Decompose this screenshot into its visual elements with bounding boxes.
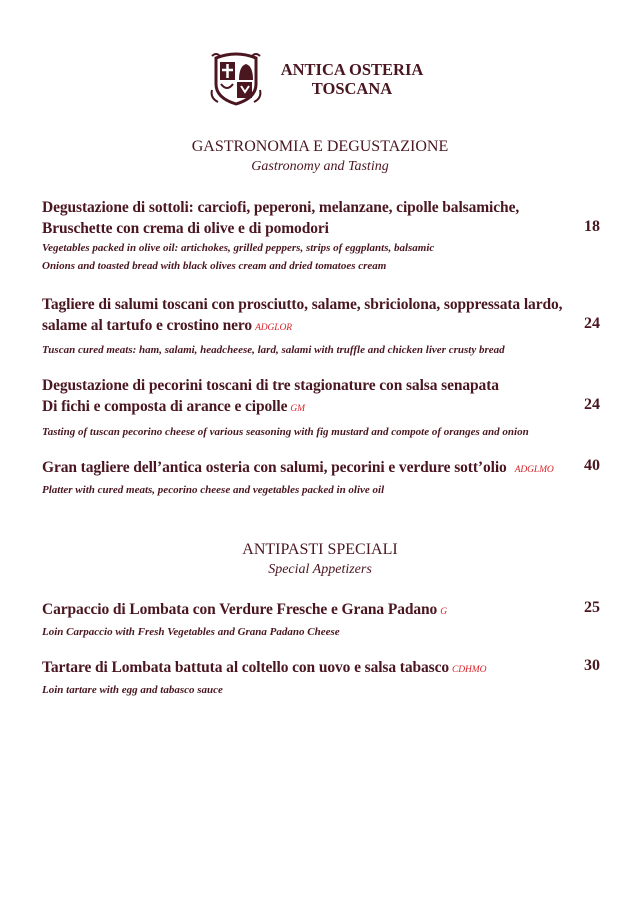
item-description: Onions and toasted bread with black olives cream and dried tomatoes cream bbox=[42, 260, 387, 272]
brand-line-2: TOSCANA bbox=[311, 79, 393, 98]
item-name: Gran tagliere dell’antica osteria con salumi, pecorini e verdure sott’olio bbox=[42, 459, 507, 476]
section-title: ANTIPASTI SPECIALI bbox=[242, 541, 398, 558]
item-name: Tagliere di salumi toscani con prosciutto, salame, sbriciolona, soppressata lardo, bbox=[42, 296, 563, 313]
allergen-codes: CDHMO bbox=[452, 665, 487, 675]
item-price: 40 bbox=[584, 457, 600, 474]
allergen-codes: G bbox=[440, 607, 447, 617]
menu-item bbox=[42, 375, 600, 441]
item-name: Bruschette con crema di olive e di pomodori bbox=[42, 220, 329, 237]
allergen-codes: ADGLOR bbox=[255, 323, 292, 333]
brand-name bbox=[272, 60, 432, 98]
item-description: Loin Carpaccio with Fresh Vegetables and Grana Padano Cheese bbox=[42, 626, 340, 638]
item-price: 25 bbox=[584, 599, 600, 616]
item-name: salame al tartufo e crostino nero bbox=[42, 317, 253, 334]
menu-item bbox=[42, 599, 600, 641]
menu-item bbox=[42, 457, 600, 499]
section-heading-antipasti bbox=[0, 539, 640, 580]
section-subtitle: Special Appetizers bbox=[268, 562, 372, 577]
item-description: Vegetables packed in olive oil: artichokes, grilled peppers, strips of eggplants, balsamic bbox=[42, 242, 435, 254]
item-description: Tuscan cured meats: ham, salami, headcheese, lard, salami with truffle and chicken liver crusty bread bbox=[42, 344, 505, 356]
menu-item bbox=[42, 294, 600, 359]
item-description: Tasting of tuscan pecorino cheese of various seasoning with fig mustard and compote of oranges and onion bbox=[42, 426, 529, 438]
item-name: Di fichi e composta di arance e cipolle bbox=[42, 398, 288, 415]
section-heading-gastronomia bbox=[0, 136, 640, 177]
allergen-codes: GM bbox=[290, 404, 305, 414]
section-subtitle: Gastronomy and Tasting bbox=[251, 159, 389, 174]
item-price: 30 bbox=[584, 657, 600, 674]
menu-item bbox=[42, 657, 600, 699]
allergen-codes: ADGLMO bbox=[514, 465, 554, 475]
item-name: Degustazione di pecorini toscani di tre stagionature con salsa senapata bbox=[42, 377, 499, 394]
item-price: 18 bbox=[584, 218, 600, 235]
item-name: Carpaccio di Lombata con Verdure Fresche e Grana Padano bbox=[42, 601, 438, 618]
section-title: GASTRONOMIA E DEGUSTAZIONE bbox=[191, 138, 449, 155]
item-name: Degustazione di sottoli: carciofi, peperoni, melanzane, cipolle balsamiche, bbox=[42, 199, 520, 216]
item-price: 24 bbox=[584, 396, 600, 413]
brand-line-1: ANTICA OSTERIA bbox=[280, 60, 424, 79]
item-name: Tartare di Lombata battuta al coltello con uovo e salsa tabasco bbox=[42, 659, 450, 676]
item-description: Platter with cured meats, pecorino cheese and vegetables packed in olive oil bbox=[42, 484, 385, 496]
item-price: 24 bbox=[584, 315, 600, 332]
item-description: Loin tartare with egg and tabasco sauce bbox=[42, 684, 223, 696]
menu-item bbox=[42, 197, 600, 275]
crest-logo bbox=[210, 50, 262, 106]
